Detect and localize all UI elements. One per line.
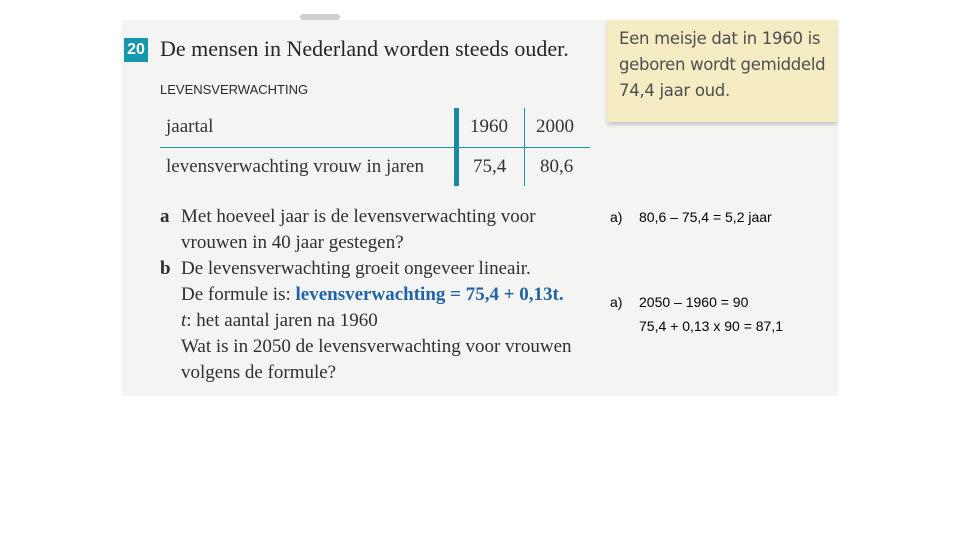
question-b-letter: b — [160, 258, 171, 279]
question-b-line-1: De levensverwachting groeit ongeveer lineair. — [181, 258, 531, 279]
table-cell-expectancy-2000: 80,6 — [540, 156, 574, 177]
table-divider-horizontal — [160, 147, 590, 148]
handwritten-note-card — [607, 20, 837, 122]
table-row-year-label: jaartal — [166, 116, 214, 137]
question-b-line-3 — [181, 310, 378, 332]
question-b-line-2 — [181, 284, 564, 306]
scan-edge-mark — [300, 14, 340, 20]
table-cell-year-2000: 2000 — [536, 116, 574, 137]
table-heading: LEVENSVERWACHTING — [160, 82, 309, 97]
table-cell-expectancy-1960: 75,4 — [473, 156, 507, 177]
exercise-number-badge: 20 — [124, 38, 148, 62]
question-b-line-5: volgens de formule? — [181, 362, 337, 383]
answer-a-text: 80,6 – 75,4 = 5,2 jaar — [639, 209, 772, 225]
question-b-line-4: Wat is in 2050 de levensverwachting voor vrouwen — [181, 336, 572, 357]
table-divider-thick — [454, 108, 459, 186]
answer-b-line-2: 75,4 + 0,13 x 90 = 87,1 — [639, 318, 784, 334]
answer-b-line-1: 2050 – 1960 = 90 — [639, 294, 749, 310]
formula-prefix: De formule is: — [181, 284, 296, 305]
question-a-line-1: Met hoeveel jaar is de levensverwachting voor — [181, 206, 536, 227]
table-row-expectancy-label: levensverwachting vrouw in jaren — [166, 156, 424, 177]
answer-b-label: a) — [610, 294, 623, 310]
question-a-letter: a — [160, 206, 170, 227]
variable-t-description: : het aantal jaren na 1960 — [186, 310, 378, 331]
formula: levensverwachting = 75,4 + 0,13t. — [295, 284, 564, 305]
life-expectancy-table — [160, 108, 590, 186]
table-cell-year-1960: 1960 — [470, 116, 508, 137]
table-divider-thin — [524, 108, 525, 186]
question-a-line-2: vrouwen in 40 jaar gestegen? — [181, 232, 404, 253]
note-text: Een meisje dat in 1960 is geboren wordt gemiddeld 74,4 jaar oud. — [619, 29, 826, 100]
exercise-title: De mensen in Nederland worden steeds ouder. — [160, 36, 569, 61]
answer-a-label: a) — [610, 209, 623, 225]
variable-t: t — [181, 310, 187, 331]
